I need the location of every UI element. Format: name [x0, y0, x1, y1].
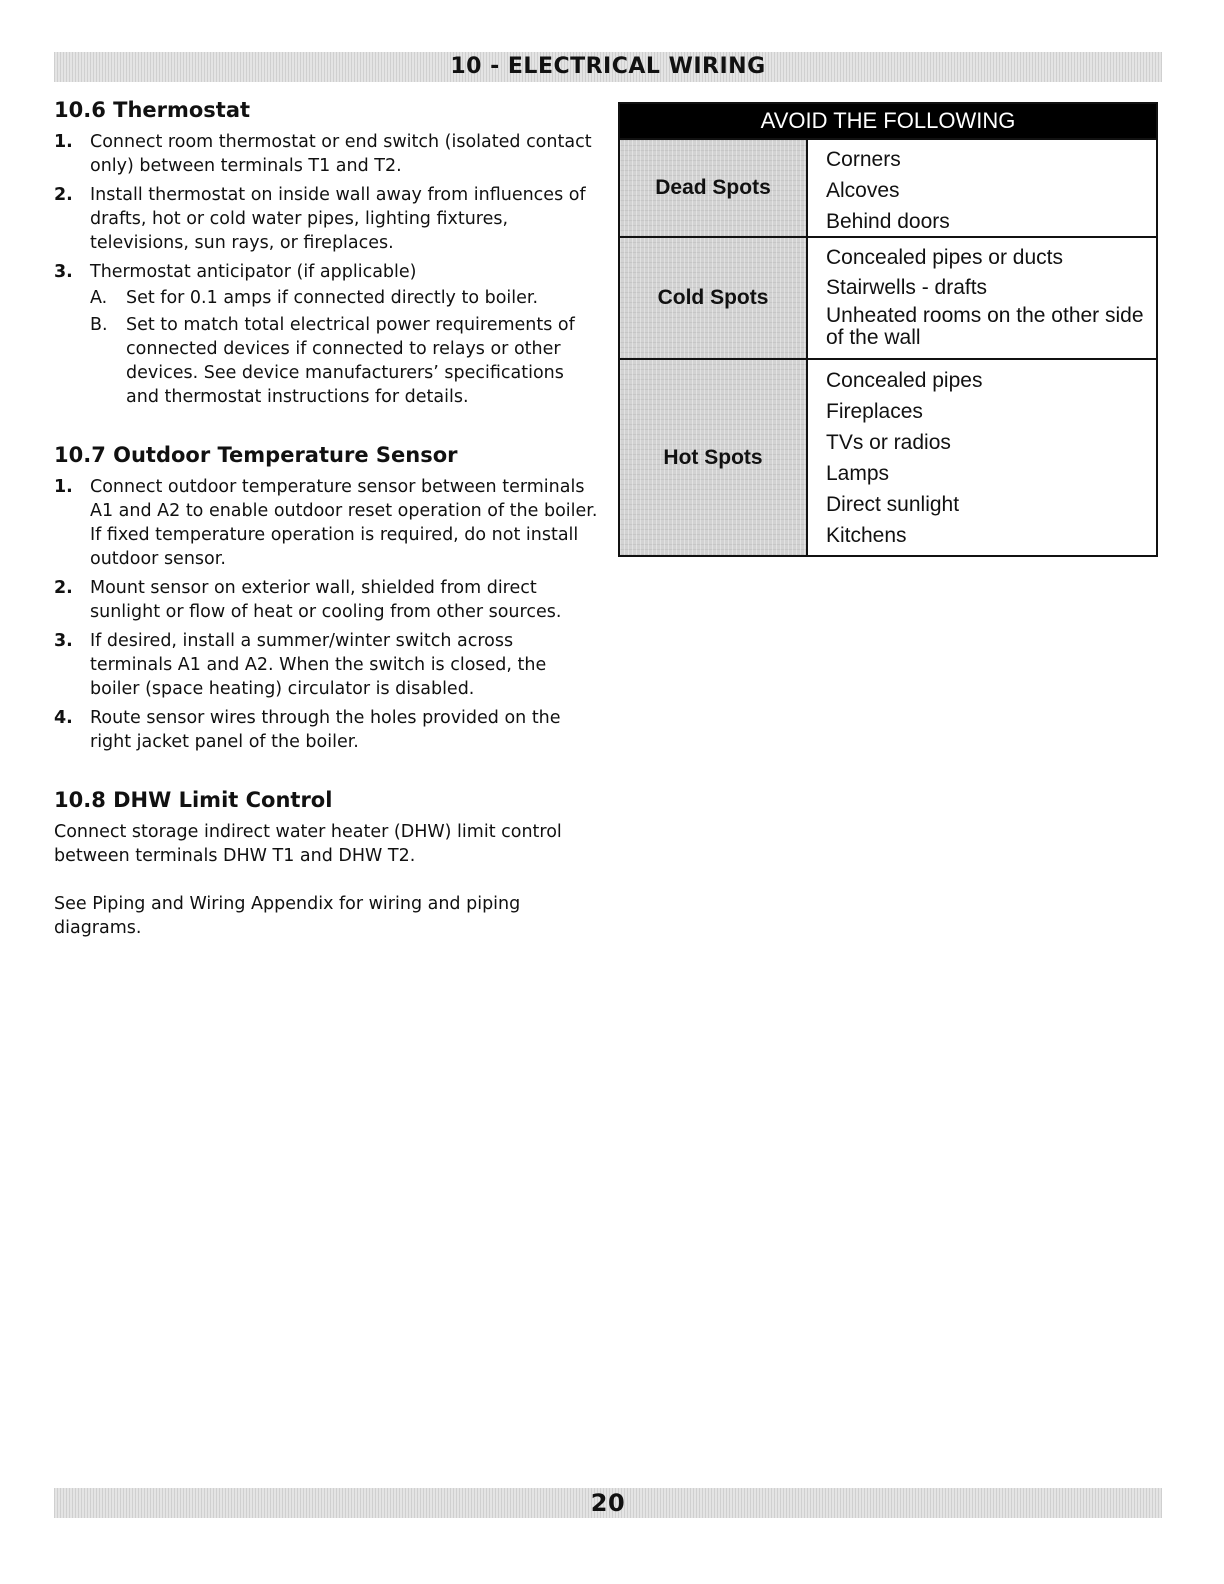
- list-item: Direct sunlight: [826, 493, 960, 516]
- step-number: 2.: [54, 578, 73, 598]
- paragraph: Connect storage indirect water heater (DHW) limit control between terminals DHW T1 and DHW T2.: [54, 822, 562, 866]
- list-item: [54, 576, 599, 624]
- list-item: Fireplaces: [826, 400, 923, 423]
- list-item: TVs or radios: [826, 431, 951, 454]
- row-items: [808, 140, 1156, 236]
- list-item: Kitchens: [826, 524, 907, 547]
- list-item: Unheated rooms on the other side of the wall: [826, 304, 1144, 349]
- sub-step-list: [90, 286, 599, 409]
- paragraph: See Piping and Wiring Appendix for wiring and piping diagrams.: [54, 894, 521, 938]
- section-outdoor-sensor: [54, 441, 599, 754]
- list-item: Corners: [826, 148, 901, 171]
- section-title: 10.8 DHW Limit Control: [54, 788, 333, 812]
- step-number: 2.: [54, 185, 73, 205]
- list-item: Concealed pipes or ducts: [826, 246, 1063, 269]
- row-label: Dead Spots: [620, 140, 808, 236]
- list-item: [54, 706, 599, 754]
- sub-step-letter: B.: [90, 315, 108, 335]
- table-row: [620, 138, 1156, 236]
- list-item: Lamps: [826, 462, 890, 485]
- avoid-table: [618, 102, 1158, 557]
- step-text: Mount sensor on exterior wall, shielded from direct sunlight or flow of heat or cooling from other sources.: [90, 578, 562, 622]
- row-items: [808, 360, 1156, 555]
- step-number: 1.: [54, 132, 73, 152]
- left-column: [54, 96, 599, 972]
- page-footer-band: [54, 1488, 1162, 1518]
- section-title: 10.7 Outdoor Temperature Sensor: [54, 443, 458, 467]
- list-item: [54, 629, 599, 701]
- step-number: 3.: [54, 631, 73, 651]
- list-item: [54, 130, 599, 178]
- sub-list-item: [90, 313, 599, 409]
- table-row: [620, 236, 1156, 358]
- section-dhw-limit: [54, 786, 599, 940]
- list-item: [54, 183, 599, 255]
- step-number: 3.: [54, 262, 73, 282]
- list-item: Concealed pipes: [826, 369, 983, 392]
- list-item: Alcoves: [826, 179, 900, 202]
- step-text: Route sensor wires through the holes provided on the right jacket panel of the boiler.: [90, 708, 561, 752]
- list-item: Behind doors: [826, 210, 950, 233]
- row-items: [808, 238, 1156, 358]
- row-label: Hot Spots: [620, 360, 808, 555]
- row-label: Cold Spots: [620, 238, 808, 358]
- step-number: 1.: [54, 477, 73, 497]
- section-title: 10.6 Thermostat: [54, 98, 251, 122]
- sub-step-text: Set to match total electrical power requirements of connected devices if connected to relays or other devices. See device manufacturers’ specifications and thermostat instructions for details.: [126, 315, 575, 407]
- avoid-table-title: AVOID THE FOLLOWING: [620, 104, 1156, 138]
- section-header-title: 10 - ELECTRICAL WIRING: [450, 54, 766, 79]
- step-number: 4.: [54, 708, 73, 728]
- step-text: Install thermostat on inside wall away from influences of drafts, hot or cold water pipes, lighting fixtures, televisions, sun rays, or fireplaces.: [90, 185, 586, 253]
- sub-list-item: [90, 286, 599, 310]
- section-thermostat: [54, 96, 599, 409]
- step-list: [54, 130, 599, 409]
- step-text: Thermostat anticipator (if applicable): [90, 262, 417, 282]
- table-row: [620, 358, 1156, 555]
- list-item: [54, 260, 599, 409]
- step-list: [54, 475, 599, 754]
- list-item: Stairwells - drafts: [826, 276, 988, 299]
- step-text: Connect room thermostat or end switch (isolated contact only) between terminals T1 and T2.: [90, 132, 592, 176]
- sub-step-text: Set for 0.1 amps if connected directly to boiler.: [126, 288, 539, 308]
- section-header-band: [54, 52, 1162, 82]
- step-text: If desired, install a summer/winter switch across terminals A1 and A2. When the switch is closed, the boiler (space heating) circulator is disabled.: [90, 631, 547, 699]
- step-text: Connect outdoor temperature sensor between terminals A1 and A2 to enable outdoor reset operation of the boiler. If fixed temperature operation is required, do not install outdoor sensor.: [90, 477, 598, 569]
- page-number: 20: [590, 1489, 626, 1517]
- list-item: [54, 475, 599, 571]
- sub-step-letter: A.: [90, 288, 108, 308]
